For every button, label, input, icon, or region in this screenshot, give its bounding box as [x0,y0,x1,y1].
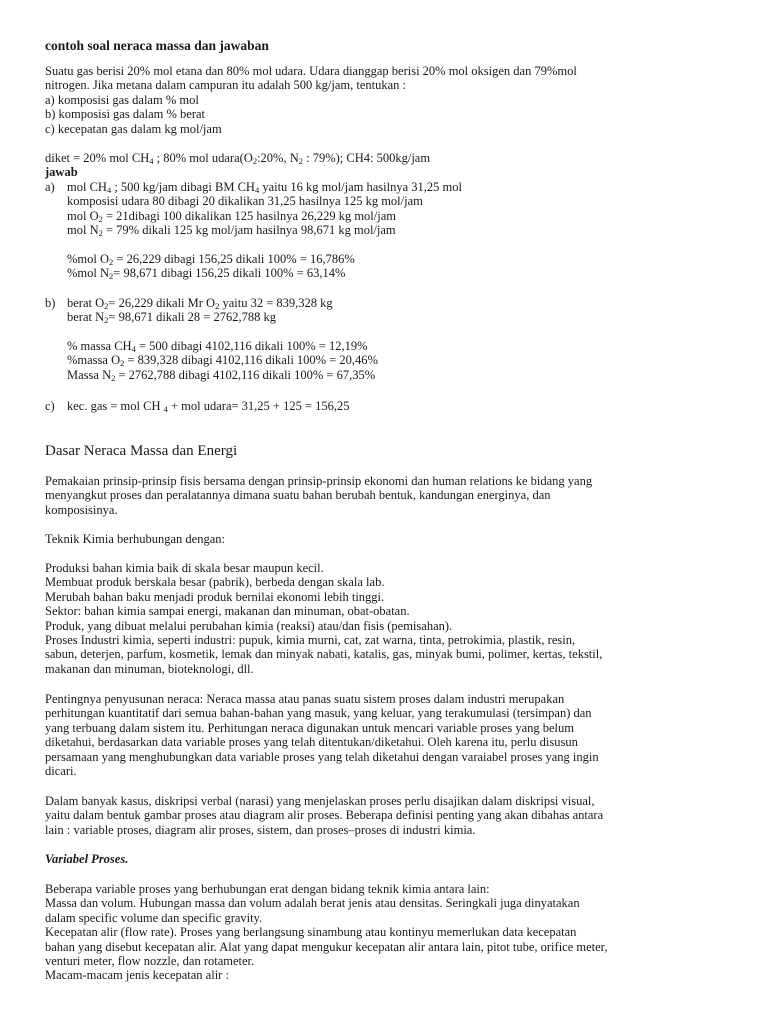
list-marker: b) [45,296,56,310]
calc-line: %massa $O_2 = 839,328$ dibagi 4102,116 dikali 100% = 20,46% [67,353,378,369]
paragraph: Beberapa variable proses yang berhubungan erat dengan bidang teknik kimia antara lain: Massa dan volum. Hubungan massa dan volum adalah berat jenis atau densitas. Seringkali juga dinyatakan dalam specific volume dan specific gravity. Kecepatan alir (flow rate). Proses yang berlangsung sinambung atau kontinyu memerlukan data kecepatan bahan yang disebut kecepatan alir. Alat yang dapat mengukur kecepatan alir antara lain, pitot tube, orifice meter, venturi meter, flow nozzle, dan rotameter. Macam-macam jenis kecepatan alir : [45,882,608,983]
problem-line: nitrogen. Jika metana dalam campuran itu adalah 500 kg/jam, tentukan : [45,78,406,93]
problem-line: a) komposisi gas dalam % mol [45,92,199,107]
paragraph: Teknik Kimia berhubungan dengan: [45,532,225,546]
answer-label: jawab [45,165,78,179]
answer-part-b [45,296,723,382]
list-item: Produk, yang dibuat melalui perubahan kimia (reaksi) atau/dan fisis (pemisahan). [45,618,453,633]
list-item: Merubah bahan baku menjadi produk bernilai ekonomi lebih tinggi. [45,589,385,604]
calc-line: % massa $CH_4 = 500$ dibagi 4102,116 dikali 100% = 12,19% [67,338,368,354]
answer-part-c [45,399,723,413]
calc-line: kec. gas = mol CH $_4$ + mol udara= 31,25 + 125 = 156,25 [67,399,350,414]
list-marker: c) [45,399,55,413]
calc-line: %mol $N_2= 98,671$ dibagi 156,25 dikali 100% = 63,14% [67,266,346,282]
problem-line: Suatu gas berisi 20% mol etana dan 80% mol udara. Udara dianggap berisi 20% mol oksigen dan 79%mol [45,64,577,78]
list-item: Proses Industri kimia, seperti industri: pupuk, kimia murni, cat, zat warna, tinta, petrokimia, plastik, resin, [45,633,576,648]
calc-line: berat $N_2= 98,671$ dikali 28 = 2762,788 kg [67,310,276,326]
paragraph: Dalam banyak kasus, diskripsi verbal (narasi) yang menjelaskan proses perlu disajikan dalam diskripsi visual, yaitu dalam bentuk gambar proses atau diagram alir proses. Beberapa definisi penting yang akan dibahas antara lain : variable proses, diagram alir proses, sistem, dan proses–proses di industri kimia. [45,794,604,837]
calc-line: berat $O_2= 26,229$ dikali Mr $O_2$ yaitu 32 = 839,328 kg [67,296,333,311]
paragraph: Pemakaian prinsip-prinsip fisis bersama dengan prinsip-prinsip ekonomi dan human relations ke bidang yang menyangkut proses dan peralatannya dimana suatu bahan berubah bentuk, kandungan energinya, dan komposisinya. [45,474,593,517]
answer-part-a [45,180,723,280]
list-item: makanan dan minuman, bioteknologi, dll. [45,661,254,676]
calc-line: mol $CH_4$ ; 500 kg/jam dibagi BM $CH_4$ yaitu 16 kg mol/jam hasilnya 31,25 mol [67,180,462,195]
given-line: diket = 20% mol $CH_4$ ; 80% mol $udara(O_2:20\%$, $N_2$ : 79%); CH4: 500kg/jam [45,151,431,166]
calc-line: komposisi udara 80 dibagi 20 dikalikan 31,25 hasilnya 125 kg mol/jam [67,194,423,209]
page-title: contoh soal neraca massa dan jawaban [45,38,269,53]
list-item: Produksi bahan kimia baik di skala besar maupun kecil. [45,561,324,575]
paragraph: Pentingnya penyusunan neraca: Neraca massa atau panas suatu sistem proses dalam industri merupakan perhitungan kuantitatif dari semua bahan-bahan yang masuk, yang keluar, yang terakumulasi (tersimpan) dan yang terbuang dalam sistem itu. Perhitungan neraca digunakan untuk mencari variable proses yang belum diketahui, berdasarkan data variable proses yang telah ditentukan/diketahui. Oleh karena itu, perlu disusun persamaan yang menghubungkan data variable proses yang telah diketahui dengan varaiabel proses yang ingin dicari. [45,692,599,779]
list-item: Sektor: bahan kimia sampai energi, makanan dan minuman, obat-obatan. [45,604,410,619]
list-item: Membuat produk berskala besar (pabrik), berbeda dengan skala lab. [45,575,385,590]
topic-list [45,561,723,676]
problem-statement [45,64,723,136]
subsection-heading: Variabel Proses. [45,852,129,866]
section-heading: Dasar Neraca Massa dan Energi [45,443,238,459]
list-item: sabun, deterjen, parfum, kosmetik, lemak dan minyak nabati, katalis, gas, minyak bumi, polimer, kertas, tekstil, [45,647,603,662]
calc-line: %mol $O_2 = 26,229$ dibagi 156,25 dikali 100% = 16,786% [67,251,355,267]
calc-line: mol $O_2$ = 21dibagi 100 dikalikan 125 hasilnya 26,229 kg mol/jam [67,208,396,224]
calc-line: Massa $N_2 = 2762,788$ dibagi 4102,116 dikali 100% = 67,35% [67,367,376,383]
problem-line: b) komposisi gas dalam % berat [45,107,206,122]
list-marker: a) [45,180,55,194]
problem-line: c) kecepatan gas dalam kg mol/jam [45,121,222,136]
calc-line: mol $N_2 = 79\%$ dikali 125 kg mol/jam hasilnya 98,671 kg mol/jam [67,223,396,239]
